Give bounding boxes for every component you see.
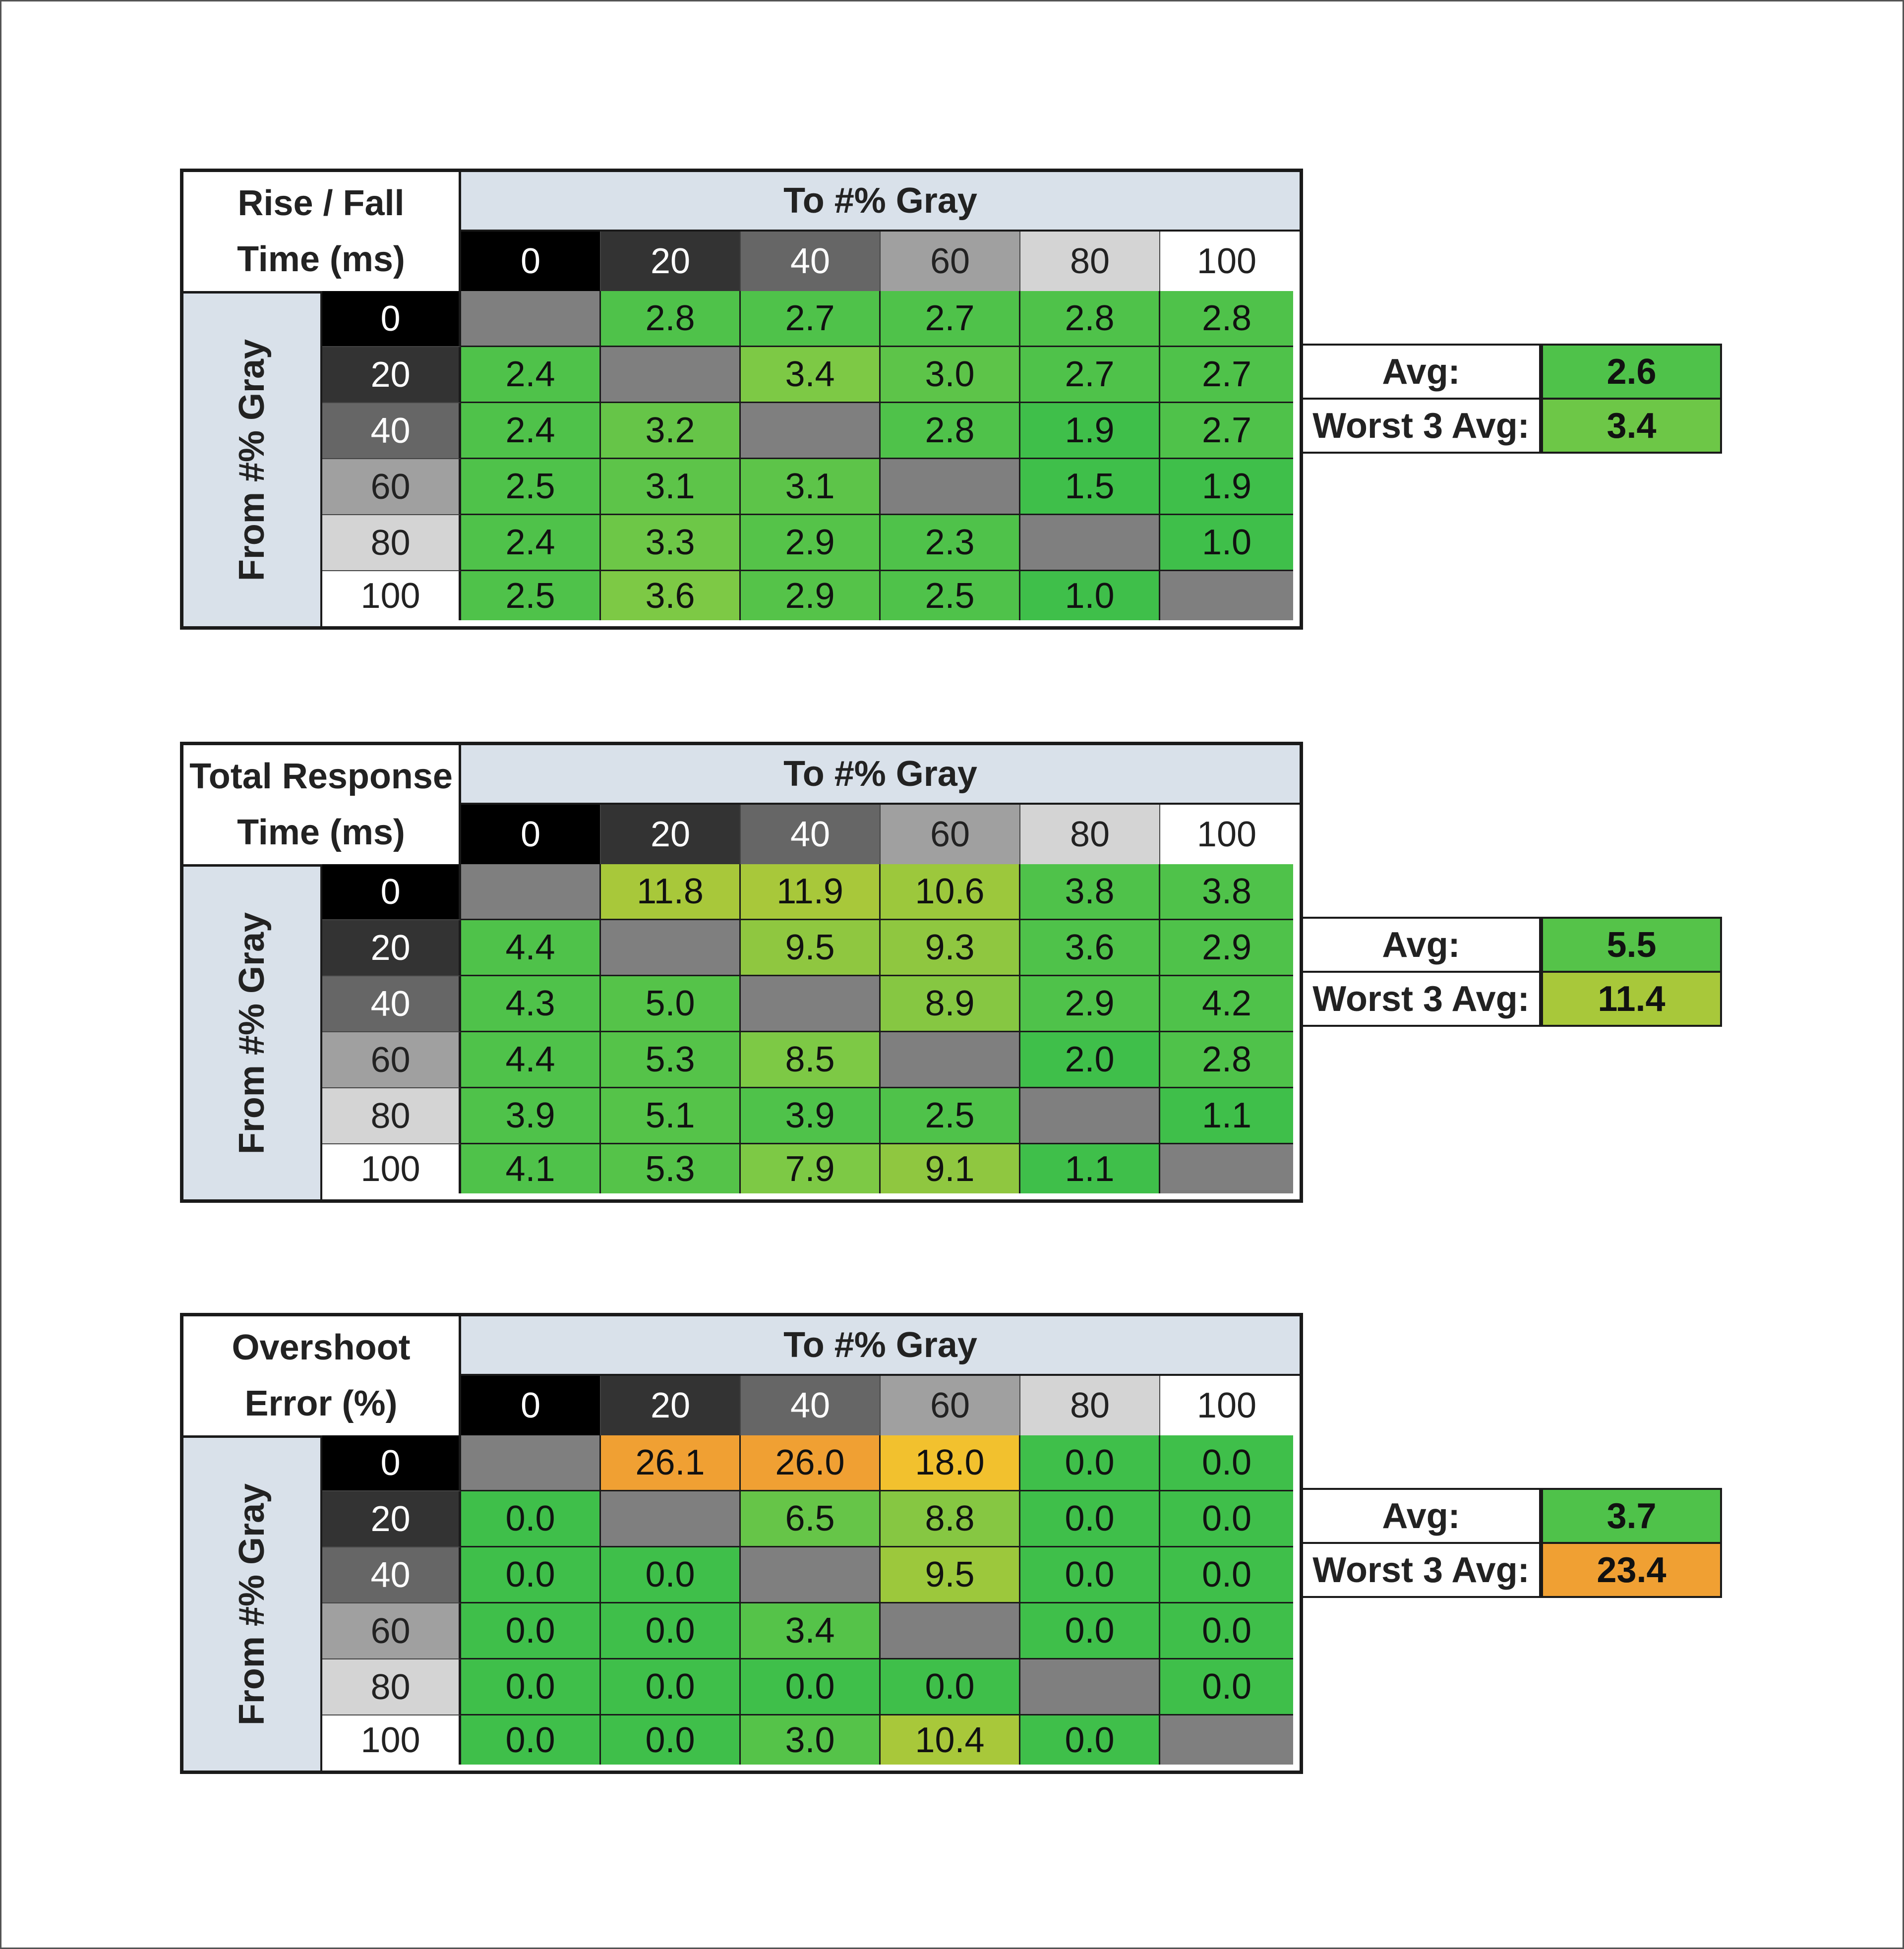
column-header: 20 [601,232,741,291]
row-header: 80 [322,515,461,571]
value-cell: 2.4 [461,347,601,403]
value-cell: 1.9 [1160,459,1293,515]
value-cell: 3.6 [1020,920,1160,976]
value-cell: 2.9 [741,571,881,620]
value-cell: 5.1 [601,1088,741,1144]
row-header: 100 [322,1144,461,1193]
diagonal-cell [1020,1088,1160,1144]
value-cell: 26.0 [741,1435,881,1491]
value-cell: 9.1 [881,1144,1020,1193]
value-cell: 2.5 [881,571,1020,620]
column-header: 100 [1160,232,1293,291]
column-header: 40 [741,232,881,291]
row-header: 20 [322,347,461,403]
worst-3-avg-label: Worst 3 Avg: [1303,398,1541,454]
value-cell: 7.9 [741,1144,881,1193]
value-cell: 0.0 [1020,1603,1160,1659]
table-title [183,172,461,291]
value-cell: 0.0 [1020,1491,1160,1547]
column-header: 20 [601,805,741,864]
value-cell: 4.3 [461,976,601,1032]
value-cell: 2.5 [461,459,601,515]
table-title [183,745,461,864]
diagonal-cell [461,1435,601,1491]
diagonal-cell [741,1547,881,1603]
value-cell: 3.0 [881,347,1020,403]
value-cell: 3.4 [741,1603,881,1659]
table-grid [180,169,1303,630]
row-header: 60 [322,1603,461,1659]
column-header: 40 [741,1376,881,1435]
value-cell: 4.4 [461,920,601,976]
column-header: 40 [741,805,881,864]
value-cell: 1.9 [1020,403,1160,459]
diagonal-cell [881,1032,1020,1088]
avg-label: Avg: [1303,917,1541,973]
value-cell: 5.3 [601,1144,741,1193]
column-header: 0 [461,232,601,291]
value-cell: 9.5 [741,920,881,976]
row-header: 80 [322,1088,461,1144]
from-gray-label: From #% Gray [232,912,272,1154]
column-header: 80 [1020,1376,1160,1435]
total-response-time-table [180,742,1666,1203]
value-cell: 0.0 [1020,1715,1160,1765]
diagonal-cell [1020,1659,1160,1715]
row-header: 40 [322,976,461,1032]
column-header: 60 [881,1376,1020,1435]
value-cell: 4.1 [461,1144,601,1193]
value-cell: 5.3 [601,1032,741,1088]
row-header: 60 [322,1032,461,1088]
value-cell: 2.5 [461,571,601,620]
table-title [183,1316,461,1435]
avg-label: Avg: [1303,344,1541,400]
worst-3-avg-value: 3.4 [1541,398,1722,454]
value-cell: 6.5 [741,1491,881,1547]
overshoot-error-table [180,1313,1666,1774]
diagonal-cell [461,864,601,920]
value-cell: 5.0 [601,976,741,1032]
diagonal-cell [1160,571,1293,620]
worst-3-avg-label: Worst 3 Avg: [1303,971,1541,1027]
column-header: 60 [881,232,1020,291]
diagonal-cell [1160,1144,1293,1193]
to-gray-header: To #% Gray [461,172,1300,232]
value-cell: 2.8 [1020,291,1160,347]
column-header: 80 [1020,805,1160,864]
value-cell: 4.4 [461,1032,601,1088]
row-header: 20 [322,920,461,976]
row-header: 80 [322,1659,461,1715]
column-header: 60 [881,805,1020,864]
value-cell: 1.1 [1020,1144,1160,1193]
value-cell: 1.1 [1160,1088,1293,1144]
worst-3-avg-value: 23.4 [1541,1542,1722,1598]
table-grid [180,742,1303,1203]
value-cell: 3.0 [741,1715,881,1765]
value-cell: 2.7 [741,291,881,347]
value-cell: 18.0 [881,1435,1020,1491]
from-gray-header [183,1435,322,1771]
value-cell: 2.8 [881,403,1020,459]
table-title-line1: Overshoot [232,1328,411,1367]
row-header: 0 [322,1435,461,1491]
value-cell: 0.0 [601,1603,741,1659]
table-title-line2: Error (%) [244,1384,398,1423]
value-cell: 2.3 [881,515,1020,571]
table-title-line1: Rise / Fall [238,183,405,223]
value-cell: 1.0 [1020,571,1160,620]
row-header: 20 [322,1491,461,1547]
row-header: 100 [322,571,461,620]
diagonal-cell [1160,1715,1293,1765]
value-cell: 0.0 [1020,1547,1160,1603]
value-cell: 2.9 [1020,976,1160,1032]
column-header: 0 [461,805,601,864]
value-cell: 0.0 [461,1491,601,1547]
value-cell: 10.4 [881,1715,1020,1765]
table-grid [180,1313,1303,1774]
value-cell: 0.0 [1160,1491,1293,1547]
value-cell: 0.0 [741,1659,881,1715]
value-cell: 0.0 [1160,1659,1293,1715]
column-header: 0 [461,1376,601,1435]
value-cell: 3.1 [601,459,741,515]
to-gray-header: To #% Gray [461,1316,1300,1376]
row-header: 40 [322,403,461,459]
column-header: 100 [1160,805,1293,864]
value-cell: 0.0 [1020,1435,1160,1491]
diagonal-cell [601,1491,741,1547]
value-cell: 0.0 [881,1659,1020,1715]
value-cell: 3.3 [601,515,741,571]
diagonal-cell [461,291,601,347]
avg-value: 2.6 [1541,344,1722,400]
to-gray-header: To #% Gray [461,745,1300,805]
value-cell: 9.5 [881,1547,1020,1603]
value-cell: 0.0 [461,1603,601,1659]
value-cell: 3.8 [1160,864,1293,920]
value-cell: 0.0 [601,1715,741,1765]
value-cell: 2.7 [1020,347,1160,403]
value-cell: 4.2 [1160,976,1293,1032]
value-cell: 2.8 [601,291,741,347]
worst-3-avg-label: Worst 3 Avg: [1303,1542,1541,1598]
from-gray-label: From #% Gray [232,339,272,581]
value-cell: 1.0 [1160,515,1293,571]
value-cell: 0.0 [1160,1547,1293,1603]
table-title-line1: Total Response [189,757,453,796]
rise-fall-time-table [180,169,1657,630]
value-cell: 3.9 [741,1088,881,1144]
from-gray-header [183,291,322,626]
column-header: 80 [1020,232,1160,291]
value-cell: 2.8 [1160,1032,1293,1088]
value-cell: 2.0 [1020,1032,1160,1088]
diagonal-cell [1020,515,1160,571]
value-cell: 11.9 [741,864,881,920]
value-cell: 0.0 [461,1547,601,1603]
value-cell: 2.4 [461,515,601,571]
diagonal-cell [601,347,741,403]
value-cell: 2.5 [881,1088,1020,1144]
diagonal-cell [881,1603,1020,1659]
value-cell: 3.2 [601,403,741,459]
avg-value: 5.5 [1541,917,1722,973]
diagonal-cell [881,459,1020,515]
value-cell: 26.1 [601,1435,741,1491]
worst-3-avg-value: 11.4 [1541,971,1722,1027]
value-cell: 0.0 [461,1715,601,1765]
table-title-line2: Time (ms) [237,239,405,279]
row-header: 60 [322,459,461,515]
from-gray-label: From #% Gray [232,1483,272,1725]
row-header: 0 [322,864,461,920]
row-header: 100 [322,1715,461,1765]
value-cell: 8.8 [881,1491,1020,1547]
diagonal-cell [741,403,881,459]
row-header: 40 [322,1547,461,1603]
value-cell: 0.0 [1160,1435,1293,1491]
value-cell: 2.7 [881,291,1020,347]
value-cell: 10.6 [881,864,1020,920]
row-header: 0 [322,291,461,347]
value-cell: 3.4 [741,347,881,403]
value-cell: 3.8 [1020,864,1160,920]
avg-value: 3.7 [1541,1488,1722,1544]
value-cell: 2.9 [741,515,881,571]
value-cell: 0.0 [601,1659,741,1715]
value-cell: 2.4 [461,403,601,459]
avg-label: Avg: [1303,1488,1541,1544]
value-cell: 3.1 [741,459,881,515]
diagonal-cell [741,976,881,1032]
from-gray-header [183,864,322,1199]
value-cell: 1.5 [1020,459,1160,515]
value-cell: 2.7 [1160,403,1293,459]
value-cell: 2.7 [1160,347,1293,403]
value-cell: 9.3 [881,920,1020,976]
value-cell: 0.0 [601,1547,741,1603]
diagonal-cell [601,920,741,976]
value-cell: 8.5 [741,1032,881,1088]
column-header: 20 [601,1376,741,1435]
value-cell: 11.8 [601,864,741,920]
value-cell: 3.9 [461,1088,601,1144]
value-cell: 0.0 [461,1659,601,1715]
column-header: 100 [1160,1376,1293,1435]
value-cell: 3.6 [601,571,741,620]
value-cell: 0.0 [1160,1603,1293,1659]
value-cell: 2.9 [1160,920,1293,976]
value-cell: 2.8 [1160,291,1293,347]
table-title-line2: Time (ms) [237,813,405,852]
value-cell: 8.9 [881,976,1020,1032]
